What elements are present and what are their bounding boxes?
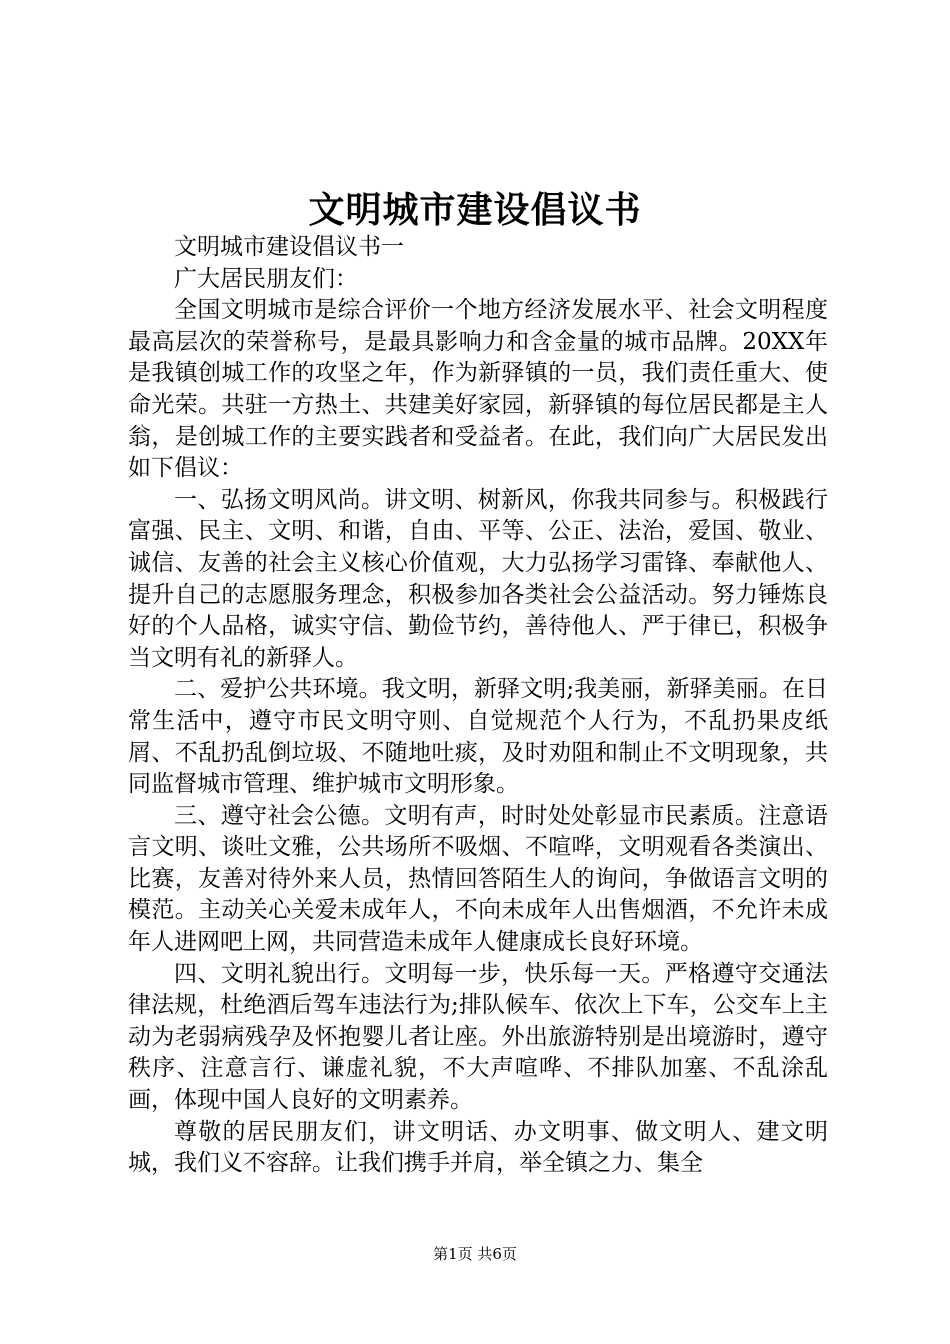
paragraph-item-4: 四、文明礼貌出行。文明每一步，快乐每一天。严格遵守交通法律法规，杜绝酒后驾车违法行为;排队候车、依次上下车，公交车上主动为老弱病残孕及怀抱婴儿者让座。外出旅游特别是出境游时，遵守秩序、注意言行、谦虚礼貌，不大声喧哗、不排队加塞、不乱涂乱画，体现中国人良好的文明素养。 [128,960,828,1114]
paragraph-intro: 全国文明城市是综合评价一个地方经济发展水平、社会文明程度最高层次的荣誉称号，是最具影响力和含金量的城市品牌。20XX年是我镇创城工作的攻坚之年，作为新驿镇的一员，我们责任重大、使命光荣。共驻一方热土、共建美好家园，新驿镇的每位居民都是主人翁，是创城工作的主要实践者和受益者。在此，我们向广大居民发出如下倡议： [128,297,828,482]
paragraph-item-3: 三、遵守社会公德。文明有声，时时处处彰显市民素质。注意语言文明、谈吐文雅，公共场所不吸烟、不喧哗，文明观看各类演出、比赛，友善对待外来人员，热情回答陌生人的询问，争做语言文明的模范。主动关心关爱未成年人，不向未成年人出售烟酒，不允许未成年人进网吧上网，共同营造未成年人健康成长良好环境。 [128,802,828,956]
paragraph-salutation: 广大居民朋友们： [174,265,358,292]
paragraph-item-1: 一、弘扬文明风尚。讲文明、树新风，你我共同参与。积极践行富强、民主、文明、和谐，自由、平等、公正、法治，爱国、敬业、诚信、友善的社会主义核心价值观，大力弘扬学习雷锋、奉献他人、提升自己的志愿服务理念，积极参加各类社会公益活动。努力锤炼良好的个人品格，诚实守信、勤俭节约，善待他人、严于律已，积极争当文明有礼的新驿人。 [128,486,828,671]
page-number: 第1页 共6页 [433,1245,517,1263]
document-title: 文明城市建设倡议书 [308,189,642,231]
paragraph-closing: 尊敬的居民朋友们，讲文明话、办文明事、做文明人、建文明城，我们义不容辞。让我们携手并肩，举全镇之力、集全 [128,1118,828,1177]
paragraph-item-2: 二、爱护公共环境。我文明，新驿文明;我美丽，新驿美丽。在日常生活中，遵守市民文明守则、自觉规范个人行为，不乱扔果皮纸屑、不乱扔乱倒垃圾、不随地吐痰，及时劝阻和制止不文明现象，共同监督城市管理、维护城市文明形象。 [128,676,828,798]
paragraph-subtitle: 文明城市建设倡议书一 [174,234,404,260]
document-body [128,232,828,1180]
